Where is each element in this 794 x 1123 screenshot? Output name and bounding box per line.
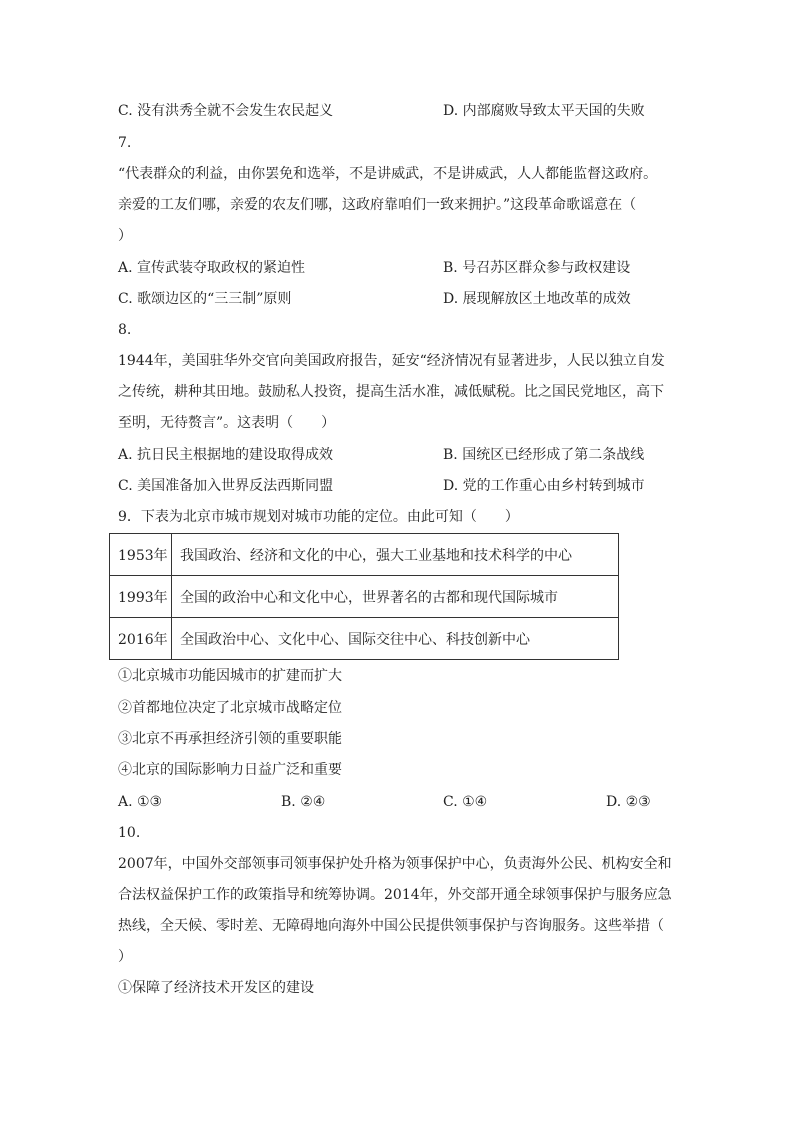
q8-option-c: C. 美国准备加入世界反法西斯同盟 xyxy=(118,478,334,494)
q7-option-a: A. 宣传武装夺取政权的紧迫性 xyxy=(118,260,306,276)
q6-option-c: C. 没有洪秀全就不会发生农民起义 xyxy=(118,103,334,119)
q10-stem-line-3: 热线，全天候、零时差、无障碍地向海外中国公民提供领事保护与咨询服务。这些举措（ xyxy=(118,918,664,934)
q8-number: 8. xyxy=(118,322,132,338)
q9-option-a: A. ①③ xyxy=(118,794,163,810)
q8-stem-line-3: 至明，无待赘言”。这表明（ ） xyxy=(118,415,336,431)
q7-number: 7. xyxy=(118,135,132,151)
q9-statement-4: ④北京的国际影响力日益广泛和重要 xyxy=(118,762,342,778)
table-row xyxy=(110,534,619,576)
q10-stem-line-4: ） xyxy=(118,949,132,965)
table-cell-desc: 全国的政治中心和文化中心，世界著名的古都和现代国际城市 xyxy=(172,576,619,618)
q9-option-d: D. ②③ xyxy=(606,794,651,810)
q9-statement-2: ②首都地位决定了北京城市战略定位 xyxy=(118,700,342,716)
q7-option-d: D. 展现解放区土地改革的成效 xyxy=(443,291,631,307)
table-cell-desc: 我国政治、经济和文化的中心，强大工业基地和技术科学的中心 xyxy=(172,534,619,576)
q10-stem-line-1: 2007年，中国外交部领事司领事保护处升格为领事保护中心，负责海外公民、机构安全和 xyxy=(118,856,672,872)
q10-stem-line-2: 合法权益保护工作的政策指导和统筹协调。2014年，外交部开通全球领事保护与服务应急 xyxy=(118,887,672,903)
q7-option-b: B. 号召苏区群众参与政权建设 xyxy=(443,260,631,276)
q8-option-b: B. 国统区已经形成了第二条战线 xyxy=(443,447,645,463)
table-cell-year: 1993年 xyxy=(110,576,172,618)
table-cell-year: 2016年 xyxy=(110,618,172,660)
q10-statement-1: ①保障了经济技术开发区的建设 xyxy=(118,980,314,996)
q9-option-b: B. ②④ xyxy=(281,794,326,810)
q7-stem-line-1: “代表群众的利益，由你罢免和选举，不是讲威武，不是讲威武，人人都能监督这政府。 xyxy=(118,166,658,182)
q8-stem-line-1: 1944年，美国驻华外交官向美国政府报告，延安“经济情况有显著进步，人民以独立自发 xyxy=(118,353,665,369)
q7-option-c: C. 歌颂边区的“三三制”原则 xyxy=(118,291,292,307)
table-cell-year: 1953年 xyxy=(110,534,172,576)
table-row xyxy=(110,576,619,618)
city-plan-table xyxy=(109,533,619,660)
q8-option-a: A. 抗日民主根据地的建设取得成效 xyxy=(118,447,334,463)
q9-statement-3: ③北京不再承担经济引领的重要职能 xyxy=(118,731,342,747)
q8-stem-line-2: 之传统，耕种其田地。鼓励私人投资，提高生活水准，减低赋税。比之国民党地区，高下 xyxy=(118,384,664,400)
q9-option-c: C. ①④ xyxy=(443,794,488,810)
table-row xyxy=(110,618,619,660)
q9-statement-1: ①北京城市功能因城市的扩建而扩大 xyxy=(118,668,342,684)
q7-stem-line-3: ） xyxy=(118,228,132,244)
q7-stem-line-2: 亲爱的工友们哪，亲爱的农友们哪，这政府靠咱们一致来拥护。”这段革命歌谣意在（ xyxy=(118,197,637,213)
q8-option-d: D. 党的工作重心由乡村转到城市 xyxy=(443,478,645,494)
table-cell-desc: 全国政治中心、文化中心、国际交往中心、科技创新中心 xyxy=(172,618,619,660)
q10-number: 10. xyxy=(118,825,141,841)
q6-option-d: D. 内部腐败导致太平天国的失败 xyxy=(443,103,645,119)
q9-stem: 9．下表为北京市城市规划对城市功能的定位。由此可知（ ） xyxy=(118,509,519,525)
